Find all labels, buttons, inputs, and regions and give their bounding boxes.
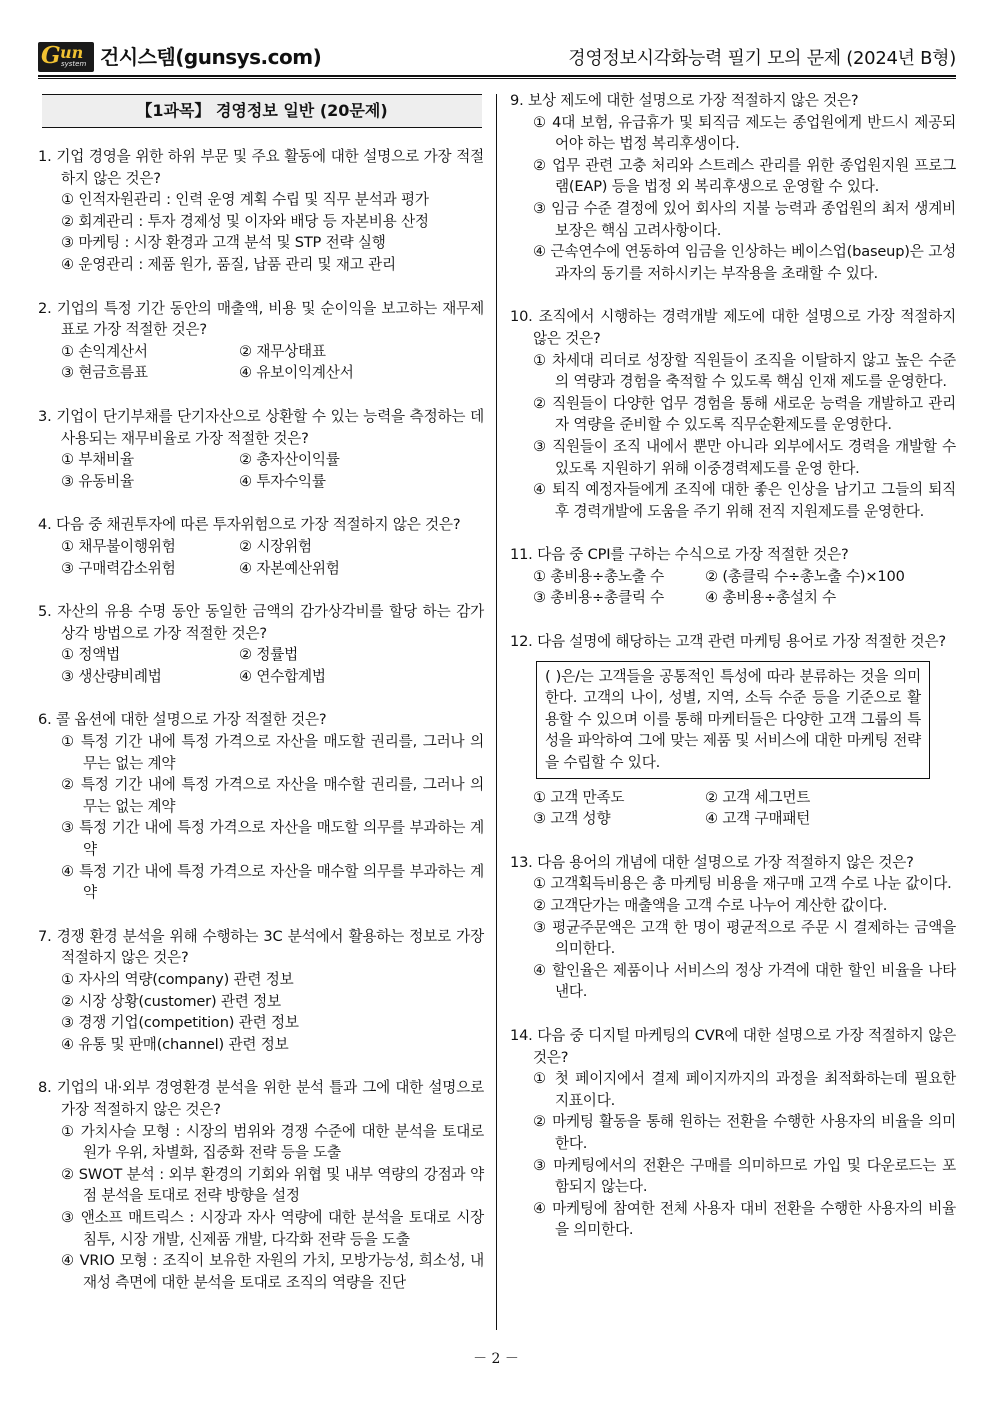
question-6 [38,709,484,903]
question-11 [510,544,956,609]
option: ② 총자산이익률 [239,451,340,469]
option: ④ 자본예산위험 [239,559,340,577]
question-stem: 3. 기업이 단기부채를 단기자산으로 상환할 수 있는 능력을 측정하는 데 사용되는 재무비율로 가장 적절한 것은? [38,407,484,447]
header-rule [38,75,956,77]
question-14 [510,1025,956,1241]
option: ④ 유보이익계산서 [239,364,354,382]
option: ④ 연수합계법 [239,667,326,685]
option: ④ 고객 구매패턴 [705,810,811,828]
option: ④ 마케팅에 참여한 전체 사용자 대비 전환을 수행한 사용자의 비율을 의미한다. [533,1199,956,1239]
question-stem: 1. 기업 경영을 위한 하위 부문 및 주요 활동에 대한 설명으로 가장 적절하지 않은 것은? [38,148,484,187]
option: ③ 생산량비례법 [61,667,162,685]
option: ③ 구매력감소위험 [61,559,176,577]
question-stem: 11. 다음 중 CPI를 구하는 수식으로 가장 적절한 것은? [510,546,849,564]
option: ④ 투자수익률 [239,472,326,490]
question-stem: 13. 다음 용어의 개념에 대한 설명으로 가장 적절하지 않은 것은? [510,853,914,871]
option: ② 재무상태표 [239,342,326,360]
option: ② (총클릭 수÷총노출 수)×100 [705,567,905,585]
question-8 [38,1077,484,1293]
option: ① 정액법 [61,646,121,664]
passage-box: ( )은/는 고객들을 공통적인 특성에 따라 분류하는 것을 의미한다. 고객의 나이, 성별, 지역, 소득 수준 등을 기준으로 활용할 수 있으며 이를 통해 마케터들은 다양한 고객 그룹의 특성을 파악하여 그에 맞는 제품 및 서비스에 대한 마케팅 전략을 수립할 수 있다. [536,661,930,779]
option: ① 자사의 역량(company) 관련 정보 [61,971,294,988]
option: ④ 유통 및 판매(channel) 관련 정보 [61,1035,289,1053]
option: ④ 퇴직 예정자들에게 조직에 대한 좋은 인상을 남기고 그들의 퇴직 후 경력개발에 도움을 주기 위해 전직 지원제도를 운영한다. [533,481,956,520]
question-stem: 5. 자산의 유용 수명 동안 동일한 금액의 감가상각비를 할당 하는 감가상각 방법으로 가장 적절한 것은? [38,603,484,642]
option: ② 특정 기간 내에 특정 가격으로 자산을 매수할 권리를, 그러나 의무는 없는 계약 [61,776,484,815]
brand-name: 건시스템(gunsys.com) [100,45,322,69]
question-3 [38,406,484,492]
option: ③ 총비용÷총클릭 수 [533,589,665,607]
option: ④ 할인율은 제품이나 서비스의 정상 가격에 대한 할인 비율을 나타낸다. [533,961,956,1001]
option: ③ 유동비율 [61,472,134,490]
option: ④ VRIO 모형 : 조직이 보유한 자원의 가치, 모방가능성, 희소성, 내재성 측면에 대한 분석을 토대로 조직의 역량을 진단 [61,1252,484,1291]
option: ② 고객 세그먼트 [705,788,811,806]
option-grid [510,787,956,830]
option: ② 정률법 [239,646,299,664]
gunsys-logo [38,42,94,72]
option: ③ 직원들이 조직 내에서 뿐만 아니라 외부에서도 경력을 개발할 수 있도록 지원하기 위해 이중경력제도를 운영 한다. [533,437,956,477]
option: ③ 마케팅에서의 전환은 구매를 의미하므로 가입 및 다운로드는 포함되지 않는다. [533,1156,956,1196]
question-4 [38,514,484,579]
option-grid [38,644,484,687]
left-column [38,90,484,1293]
option: ① 특정 기간 내에 특정 가격으로 자산을 매도할 권리를, 그러나 의무는 없는 계약 [61,733,484,772]
logo-letter: G [41,42,61,69]
option: ① 차세대 리더로 성장할 직원들이 조직을 이탈하지 않고 높은 수준의 역량과 경험을 축적할 수 있도록 핵심 인재 제도를 운영한다. [533,351,956,391]
column-divider [496,94,497,1330]
option: ③ 특정 기간 내에 특정 가격으로 자산을 매도할 의무를 부과하는 계약 [61,819,484,859]
option: ③ 경쟁 기업(competition) 관련 정보 [61,1014,299,1032]
option: ② 마케팅 활동을 통해 원하는 전환을 수행한 사용자의 비율을 의미한다. [533,1113,956,1152]
option: ① 인적자원관리 : 인력 운영 계획 수립 및 직무 분석과 평가 [61,191,429,209]
option: ② SWOT 분석 : 외부 환경의 기회와 위협 및 내부 역량의 강점과 약점 분석을 토대로 전략 방향을 설정 [61,1165,484,1205]
logo-sup: un [60,43,84,62]
logo-sub: system [61,60,87,68]
option-grid [38,449,484,492]
option: ③ 현금흐름표 [61,364,148,382]
section-title: 【1과목】 경영정보 일반 (20문제) [42,94,482,128]
question-stem: 8. 기업의 내·외부 경영환경 분석을 위한 분석 틀과 그에 대한 설명으로 가장 적절하지 않은 것은? [38,1079,484,1118]
option: ④ 총비용÷총설치 수 [705,589,837,607]
question-10 [510,306,956,522]
question-12 [510,631,956,830]
option: ③ 고객 성향 [533,810,611,828]
right-column [510,90,956,1241]
option: ① 가치사슬 모형 : 시장의 범위와 경쟁 수준에 대한 분석을 토대로 원가 우위, 차별화, 집중화 전략 등을 도출 [61,1122,484,1162]
option: ② 고객단가는 매출액을 고객 수로 나누어 계산한 값이다. [533,897,888,914]
page-number: － 2 － [473,1351,519,1367]
option-grid [510,566,956,609]
option: ③ 임금 수준 결정에 있어 회사의 지불 능력과 종업원의 최저 생계비 보장은 핵심 고려사항이다. [533,199,956,239]
option: ② 시장위험 [239,537,312,555]
option: ④ 근속연수에 연동하여 임금을 인상하는 베이스업(baseup)은 고성과자의 동기를 저하시키는 부작용을 초래할 수 있다. [533,243,956,282]
option-grid [38,341,484,384]
option: ② 직원들이 다양한 업무 경험을 통해 새로운 능력을 개발하고 관리자 역량을 준비할 수 있도록 직무순환제도를 운영한다. [533,394,956,434]
option: ① 고객획득비용은 총 마케팅 비용을 재구매 고객 수로 나눈 값이다. [533,875,952,893]
option: ③ 앤소프 매트릭스 : 시장과 자사 역량에 대한 분석을 토대로 시장 침투, 시장 개발, 신제품 개발, 다각화 전략 등을 도출 [61,1208,484,1248]
header-rule-thin [38,78,956,79]
page-header [38,40,956,74]
question-stem: 2. 기업의 특정 기간 동안의 매출액, 비용 및 순이익을 보고하는 재무제표로 가장 적절한 것은? [38,299,484,339]
question-9 [510,90,956,284]
question-stem: 12. 다음 설명에 해당하는 고객 관련 마케팅 용어로 가장 적절한 것은? [510,633,946,651]
option-grid [38,536,484,579]
option: ② 시장 상황(customer) 관련 정보 [61,992,281,1010]
question-stem: 6. 콜 옵션에 대한 설명으로 가장 적절한 것은? [38,711,327,729]
question-stem: 14. 다음 중 디지털 마케팅의 CVR에 대한 설명으로 가장 적절하지 않은 것은? [510,1026,956,1066]
question-stem: 9. 보상 제도에 대한 설명으로 가장 적절하지 않은 것은? [510,92,859,109]
option: ① 4대 보험, 유급휴가 및 퇴직금 제도는 종업원에게 반드시 제공되어야 하는 법정 복리후생이다. [533,113,956,153]
question-1 [38,146,484,276]
option: ① 부채비율 [61,451,134,469]
question-stem: 4. 다음 중 채권투자에 따른 투자위험으로 가장 적절하지 않은 것은? [38,516,461,534]
question-2 [38,298,484,384]
question-stem: 7. 경쟁 환경 분석을 위해 수행하는 3C 분석에서 활용하는 정보로 가장 적절하지 않은 것은? [38,927,484,967]
option: ① 채무불이행위험 [61,537,176,555]
question-stem: 10. 조직에서 시행하는 경력개발 제도에 대한 설명으로 가장 적절하지 않은 것은? [510,308,956,347]
option: ① 고객 만족도 [533,788,625,806]
option: ① 손익계산서 [61,342,148,360]
option: ④ 운영관리 : 제품 원가, 품질, 납품 관리 및 재고 관리 [61,255,396,273]
option: ① 총비용÷총노출 수 [533,567,665,585]
question-13 [510,852,956,1003]
option: ② 업무 관련 고충 처리와 스트레스 관리를 위한 종업원지원 프로그램(EAP) 등을 법정 외 복리후생으로 운영할 수 있다. [533,156,956,196]
document-title: 경영정보시각화능력 필기 모의 문제 (2024년 B형) [568,48,956,69]
option: ③ 평균주문액은 고객 한 명이 평균적으로 주문 시 결제하는 금액을 의미한다. [533,918,956,958]
question-5 [38,601,484,687]
option: ② 회계관리 : 투자 경제성 및 이자와 배당 등 자본비용 산정 [61,212,429,230]
question-7 [38,926,484,1056]
option: ③ 마케팅 : 시장 환경과 고객 분석 및 STP 전략 실행 [61,234,386,252]
option: ① 첫 페이지에서 결제 페이지까지의 과정을 최적화하는데 필요한 지표이다. [533,1070,956,1109]
option: ④ 특정 기간 내에 특정 가격으로 자산을 매수할 의무를 부과하는 계약 [61,862,484,902]
